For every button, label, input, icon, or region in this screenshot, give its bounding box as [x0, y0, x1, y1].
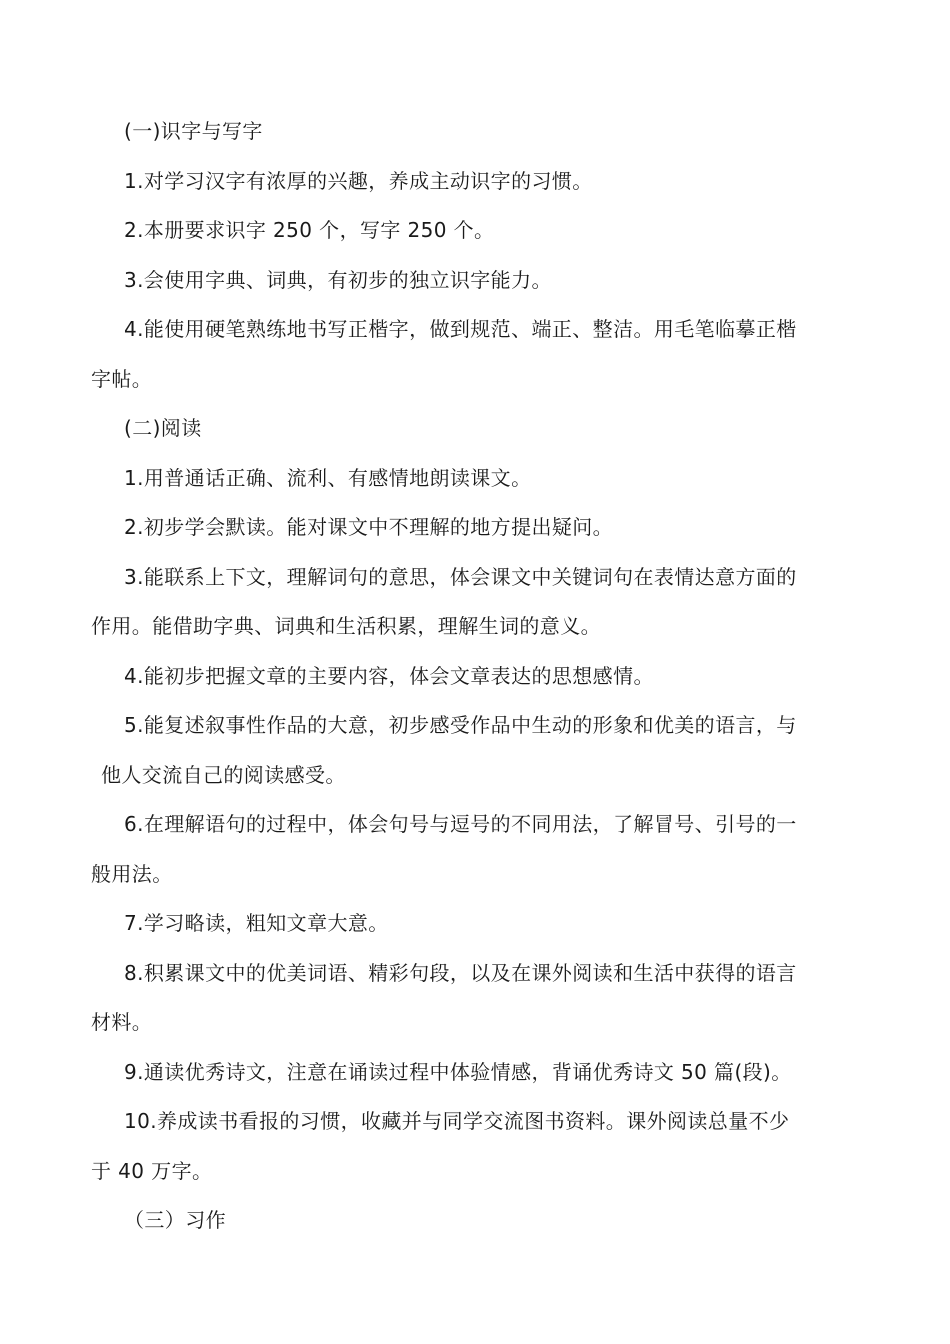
paragraph-line: 2.本册要求识字 250 个，写字 250 个。: [124, 218, 495, 242]
paragraph-line: 7.学习略读，粗知文章大意。: [124, 911, 389, 935]
paragraph-line: 10.养成读书看报的习惯，收藏并与同学交流图书资料。课外阅读总量不少: [124, 1109, 790, 1133]
paragraph-line: 4.能初步把握文章的主要内容，体会文章表达的思想感情。: [124, 663, 654, 688]
paragraph-line: 1.对学习汉字有浓厚的兴趣，养成主动识字的习惯。: [124, 168, 593, 193]
section-heading-literacy: (一)识字与写字: [124, 119, 263, 143]
paragraph-line: 8.积累课文中的优美词语、精彩句段，以及在课外阅读和生活中获得的语言: [124, 960, 797, 985]
paragraph-line: 9.通读优秀诗文，注意在诵读过程中体验情感，背诵优秀诗文 50 篇(段)。: [124, 1059, 792, 1084]
paragraph-line: 2.初步学会默读。能对课文中不理解的地方提出疑问。: [124, 515, 614, 539]
paragraph-line: 他人交流自己的阅读感受。: [101, 762, 346, 787]
paragraph-line: 字帖。: [91, 366, 153, 391]
paragraph-line: 1.用普通话正确、流利、有感情地朗读课文。: [124, 465, 532, 490]
document-body: [91, 107, 861, 1246]
section-heading-writing: （三）习作: [124, 1208, 226, 1232]
paragraph-line: 5.能复述叙事性作品的大意，初步感受作品中生动的形象和优美的语言，与: [124, 713, 797, 737]
paragraph-line: 4.能使用硬笔熟练地书写正楷字，做到规范、端正、整洁。用毛笔临摹正楷: [124, 317, 797, 341]
paragraph-line: 6.在理解语句的过程中，体会句号与逗号的不同用法，了解冒号、引号的一: [124, 812, 797, 836]
paragraph-line: 3.能联系上下文，理解词句的意思，体会课文中关键词句在表情达意方面的: [124, 564, 797, 589]
paragraph-line: 于 40 万字。: [91, 1158, 213, 1183]
paragraph-line: 材料。: [91, 1010, 153, 1034]
section-heading-reading: (二)阅读: [124, 416, 202, 440]
paragraph-line: 般用法。: [91, 861, 173, 886]
paragraph-line: 作用。能借助字典、词典和生活积累，理解生词的意义。: [91, 614, 601, 638]
paragraph-line: 3.会使用字典、词典，有初步的独立识字能力。: [124, 267, 552, 292]
